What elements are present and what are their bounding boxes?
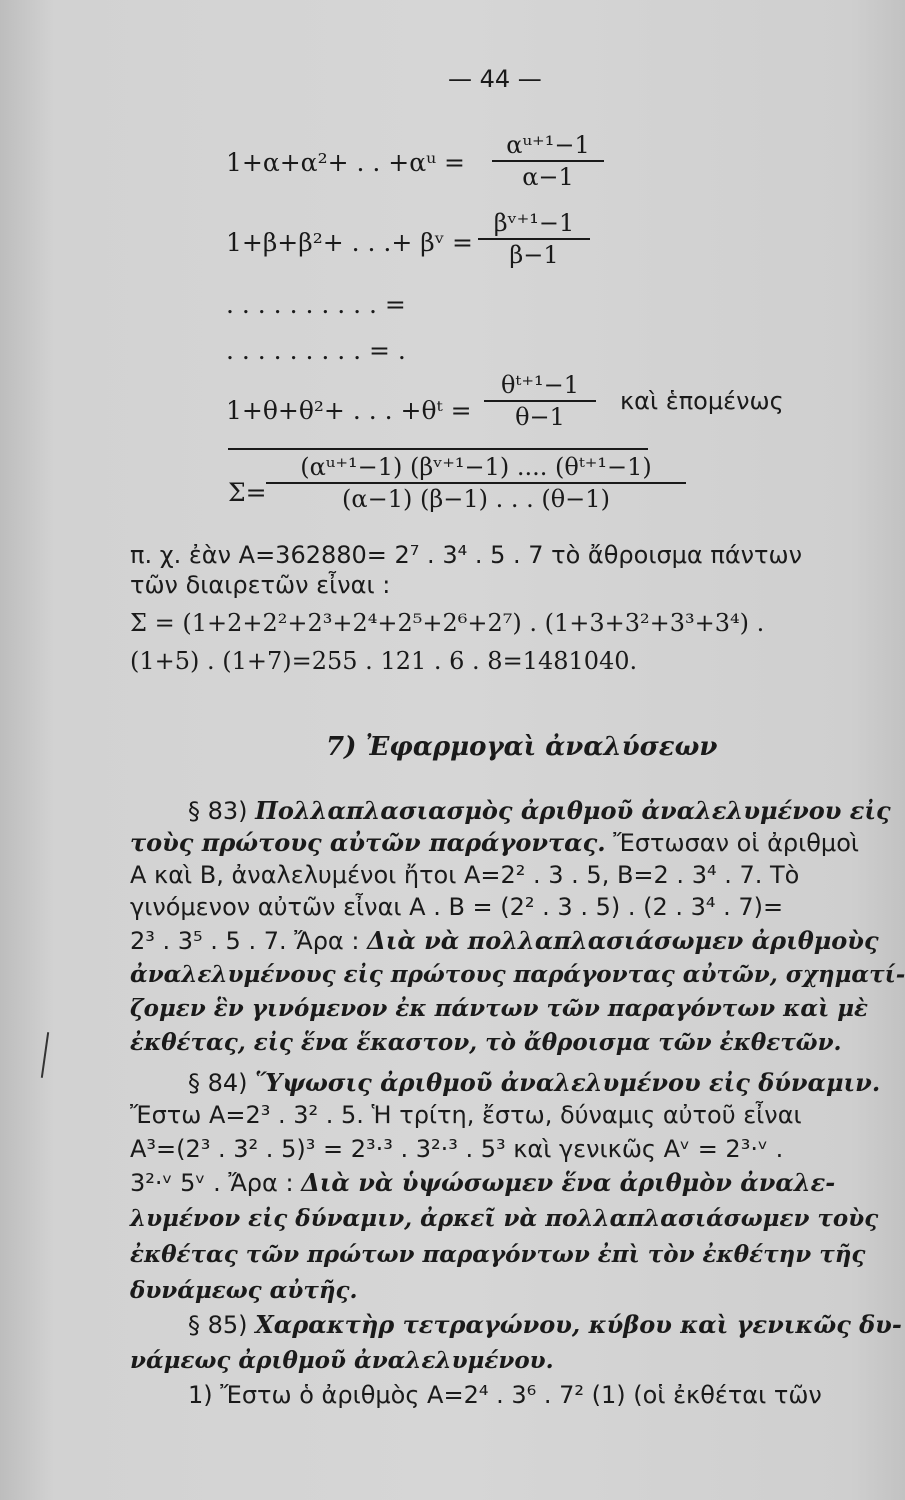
p84-line-4 xyxy=(130,1168,835,1198)
example-line-3: Σ = (1+2+2²+2³+2⁴+2⁵+2⁶+2⁷) . (1+3+3²+3³+3⁴) . xyxy=(130,609,765,637)
alpha-series-lhs: 1+α+α²+ . . +αᵘ = xyxy=(226,148,465,177)
section-heading: 7) Ἐφαρμογαὶ ἀναλύσεων xyxy=(326,732,718,762)
p83-number: § 83) xyxy=(188,797,256,825)
p83-line-1 xyxy=(188,796,891,826)
ellipsis-row-1: . . . . . . . . . . = xyxy=(226,290,406,319)
p84-number: § 84) xyxy=(188,1069,256,1097)
p83-title-cont: τοὺς πρώτους αὐτῶν παράγοντας. xyxy=(130,828,606,857)
theta-series-fraction xyxy=(484,370,596,432)
p83-title: Πολλαπλασιασμὸς ἀριθμοῦ ἀναλελυμένου εἰς xyxy=(255,796,891,825)
p84-title: Ὕψωσις ἀριθμοῦ ἀναλελυμένου εἰς δύναμιν. xyxy=(255,1068,881,1097)
theta-tail-text: καὶ ἑπομένως xyxy=(620,387,784,415)
p85-line-2: νάμεως ἀριθμοῦ ἀναλελυμένου. xyxy=(130,1347,554,1374)
ellipsis-row-2: . . . . . . . . . = . xyxy=(226,336,406,365)
theta-numerator: θᵗ⁺¹−1 xyxy=(484,370,596,402)
beta-series-fraction xyxy=(478,208,590,270)
example-line-4: (1+5) . (1+7)=255 . 121 . 6 . 8=1481040. xyxy=(130,647,638,675)
p83-line-5 xyxy=(130,926,879,956)
formula-separator xyxy=(228,448,648,450)
p84-line-3: Α³=(2³ . 3² . 5)³ = 2³·³ . 3²·³ . 5³ καὶ γενικῶς Αᵛ = 2³·ᵛ . xyxy=(130,1135,784,1163)
sigma-numerator: (αᵘ⁺¹−1) (βᵛ⁺¹−1) .... (θᵗ⁺¹−1) xyxy=(266,452,686,484)
p85-line-1 xyxy=(188,1310,902,1340)
example-line-2: τῶν διαιρετῶν εἶναι : xyxy=(130,571,391,599)
p84-text: 3²·ᵛ 5ᵛ . Ἄρα : xyxy=(130,1169,302,1197)
p83-line-2 xyxy=(130,828,859,858)
p83-line-8: ἐκθέτας, εἰς ἕνα ἕκαστον, τὸ ἄθροισμα τῶν ἐκθετῶν. xyxy=(130,1029,842,1056)
p83-text-b: 2³ . 3⁵ . 5 . 7. Ἄρα : xyxy=(130,927,368,955)
example-line-1: π. χ. ἐὰν Α=362880= 2⁷ . 3⁴ . 5 . 7 τὸ ἄθροισμα πάντων xyxy=(130,541,803,569)
margin-pencil-mark xyxy=(41,1032,49,1078)
p83-text-a: Ἔστωσαν οἱ ἀριθμοὶ xyxy=(605,829,860,857)
p83-line-3: Α καὶ Β, ἀναλελυμένοι ἤτοι Α=2² . 3 . 5, Β=2 . 3⁴ . 7. Τὸ xyxy=(130,861,800,889)
p84-rule-start: Διὰ νὰ ὑψώσωμεν ἕνα ἀριθμὸν ἀναλε- xyxy=(301,1168,836,1197)
alpha-denominator: α−1 xyxy=(522,163,574,191)
p85-line-3: 1) Ἔστω ὁ ἀριθμὸς Α=2⁴ . 3⁶ . 7² (1) (οἱ ἐκθέται τῶν xyxy=(188,1381,822,1409)
p83-rule-start: Διὰ νὰ πολλαπλασιάσωμεν ἀριθμοὺς xyxy=(367,926,879,955)
beta-numerator: βᵛ⁺¹−1 xyxy=(478,208,590,240)
theta-series-lhs: 1+θ+θ²+ . . . +θᵗ = xyxy=(226,396,472,425)
alpha-numerator: αᵘ⁺¹−1 xyxy=(492,130,604,162)
p84-line-2: Ἔστω Α=2³ . 3² . 5. Ἡ τρίτη, ἔστω, δύναμις αὐτοῦ εἶναι xyxy=(130,1101,802,1129)
p85-title: Χαρακτὴρ τετραγώνου, κύβου καὶ γενικῶς δυ- xyxy=(255,1310,902,1339)
p85-number: § 85) xyxy=(188,1311,256,1339)
p84-line-6: ἐκθέτας τῶν πρώτων παραγόντων ἐπὶ τὸν ἐκθέτην τῆς xyxy=(130,1241,866,1268)
beta-denominator: β−1 xyxy=(509,241,559,269)
sigma-fraction xyxy=(266,452,686,514)
p83-line-7: ζομεν ἓν γινόμενον ἐκ πάντων τῶν παραγόντων καὶ μὲ xyxy=(130,995,869,1022)
p84-line-1 xyxy=(188,1068,880,1098)
beta-series-lhs: 1+β+β²+ . . .+ βᵛ = xyxy=(226,228,473,257)
p84-line-7: δυνάμεως αὐτῆς. xyxy=(130,1277,358,1304)
sigma-denominator: (α−1) (β−1) . . . (θ−1) xyxy=(342,485,610,513)
p83-line-4: γινόμενον αὐτῶν εἶναι Α . Β = (2² . 3 . 5) . (2 . 3⁴ . 7)= xyxy=(130,893,784,921)
p84-line-5: λυμένον εἰς δύναμιν, ἀρκεῖ νὰ πολλαπλασιάσωμεν τοὺς xyxy=(130,1205,879,1232)
theta-denominator: θ−1 xyxy=(515,403,565,431)
page-number: — 44 — xyxy=(448,65,542,93)
sigma-lhs: Σ= xyxy=(228,478,267,507)
alpha-series-fraction xyxy=(492,130,604,192)
p83-line-6: ἀναλελυμένους εἰς πρώτους παράγοντας αὐτῶν, σχηματί- xyxy=(130,961,905,988)
